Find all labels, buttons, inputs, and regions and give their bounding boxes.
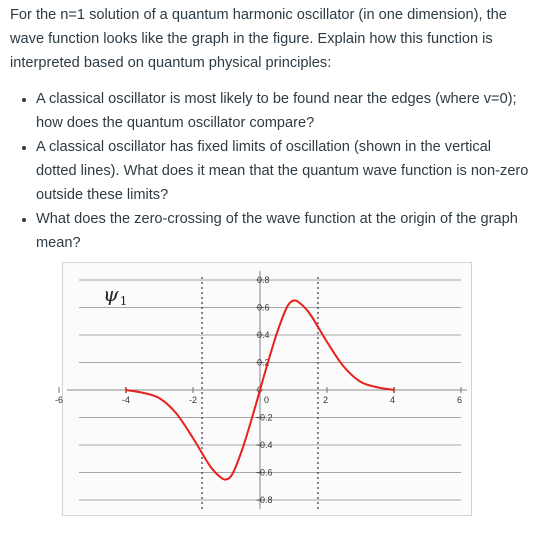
y-tick-label: -0.4	[257, 440, 273, 450]
x-tick-label: 0	[264, 395, 270, 405]
x-tick-label: 4	[390, 395, 396, 405]
x-tick-label: -6	[55, 395, 64, 405]
y-tick-label: 0.8	[257, 275, 270, 285]
question-bullet-1: • A classical oscillator is most likely to be found near the edges (where v=0); how does the quantum oscillator compare?	[36, 87, 535, 135]
y-tick-label: -0.2	[257, 412, 273, 423]
y-tick-label: 0.2	[257, 357, 270, 368]
y-tick-label: 0	[257, 385, 263, 395]
x-tick-label: 2	[323, 395, 329, 405]
x-tick-label: -2	[189, 395, 198, 405]
y-tick-label: 0.4	[257, 330, 270, 340]
psi-label: $\psi_1$	[103, 282, 128, 308]
question-bullet-2: • A classical oscillator has fixed limits of oscillation (shown in the vertical dotted lines). What does it mean that the quantum wave function is non-zero outside these limits?	[36, 135, 535, 207]
question-bullet-3: • What does the zero-crossing of the wave function at the origin of the graph mean?	[36, 207, 535, 255]
x-tick-label: 6	[457, 395, 463, 405]
x-tick-label: -4	[122, 395, 131, 405]
y-tick-label: -0.8	[257, 495, 273, 505]
question-intro: For the n=1 solution of a quantum harmonic oscillator (in one dimension), the wave function looks like the graph in the figure. Explain how this function is interpreted based on quantum physical principles:	[10, 7, 507, 71]
question-list	[0, 87, 535, 255]
wave-function-figure	[55, 262, 472, 516]
y-tick-label: -0.6	[257, 467, 273, 478]
y-tick-label: 0.6	[257, 302, 270, 313]
wave-function-plot	[55, 263, 471, 515]
